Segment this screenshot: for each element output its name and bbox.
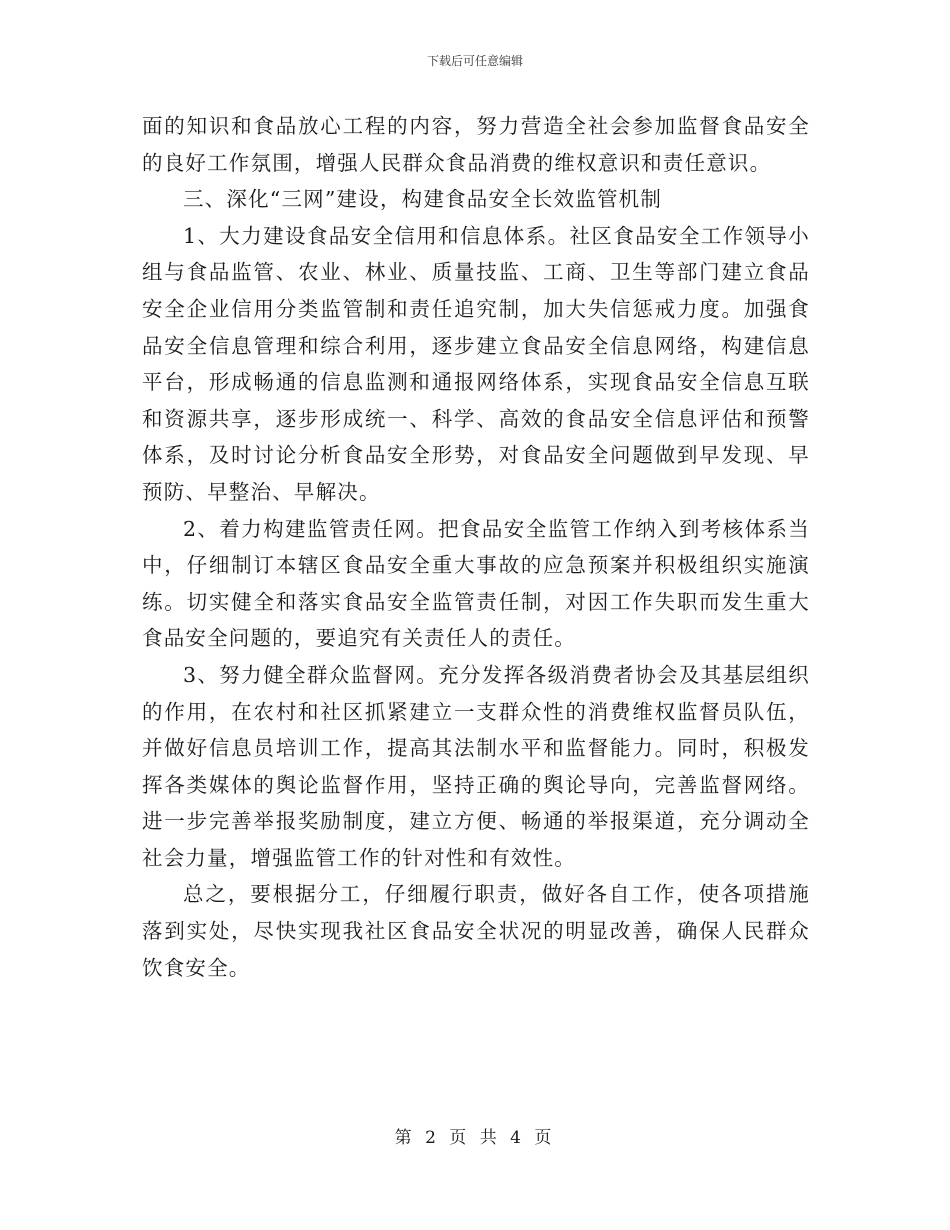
paragraph-conclusion: 总之，要根据分工，仔细履行职责，做好各自工作，使各项措施落到实处，尽快实现我社区食品安全状况的明显改善，确保人民群众饮食安全。 (142, 882, 810, 980)
section-heading: 三、深化“三网”建设，构建食品安全长效监管机制 (183, 187, 663, 212)
document-body (142, 108, 810, 986)
paragraph-public-supervision: 3、努力健全群众监督网。充分发挥各级消费者协会及其基层组织的作用，在农村和社区抓紧建立一支群众性的消费维权监督员队伍，并做好信息员培训工作，提高其法制水平和监督能力。同时，积极发挥各类媒体的舆论监督作用，坚持正确的舆论导向，完善监督网络。进一步完善举报奖励制度，建立方便、畅通的举报渠道，充分调动全社会力量，增强监管工作的针对性和有效性。 (142, 662, 810, 870)
paragraph-responsibility-network: 2、着力构建监管责任网。把食品安全监管工作纳入到考核体系当中，仔细制订本辖区食品安全重大事故的应急预案并积极组织实施演练。切实健全和落实食品安全监管责任制，对因工作失职而发生重大食品安全问题的，要追究有关责任人的责任。 (142, 516, 810, 651)
paragraph-continuation: 面的知识和食品放心工程的内容，努力营造全社会参加监督食品安全的良好工作氛围，增强人民群众食品消费的维权意识和责任意识。 (142, 114, 810, 175)
paragraph-credit-info-system: 1、大力建设食品安全信用和信息体系。社区食品安全工作领导小组与食品监管、农业、林业、质量技监、工商、卫生等部门建立食品安全企业信用分类监管制和责任追究制，加大失信惩戒力度。加强食品安全信息管理和综合利用，逐步建立食品安全信息网络，构建信息平台，形成畅通的信息监测和通报网络体系，实现食品安全信息互联和资源共享，逐步形成统一、科学、高效的食品安全信息评估和预警体系，及时讨论分析食品安全形势，对食品安全问题做到早发现、早预防、早整治、早解决。 (142, 223, 810, 504)
page-number: 第 2 页 共 4 页 (394, 1128, 556, 1148)
page-header: 下载后可任意编辑 (426, 54, 523, 68)
